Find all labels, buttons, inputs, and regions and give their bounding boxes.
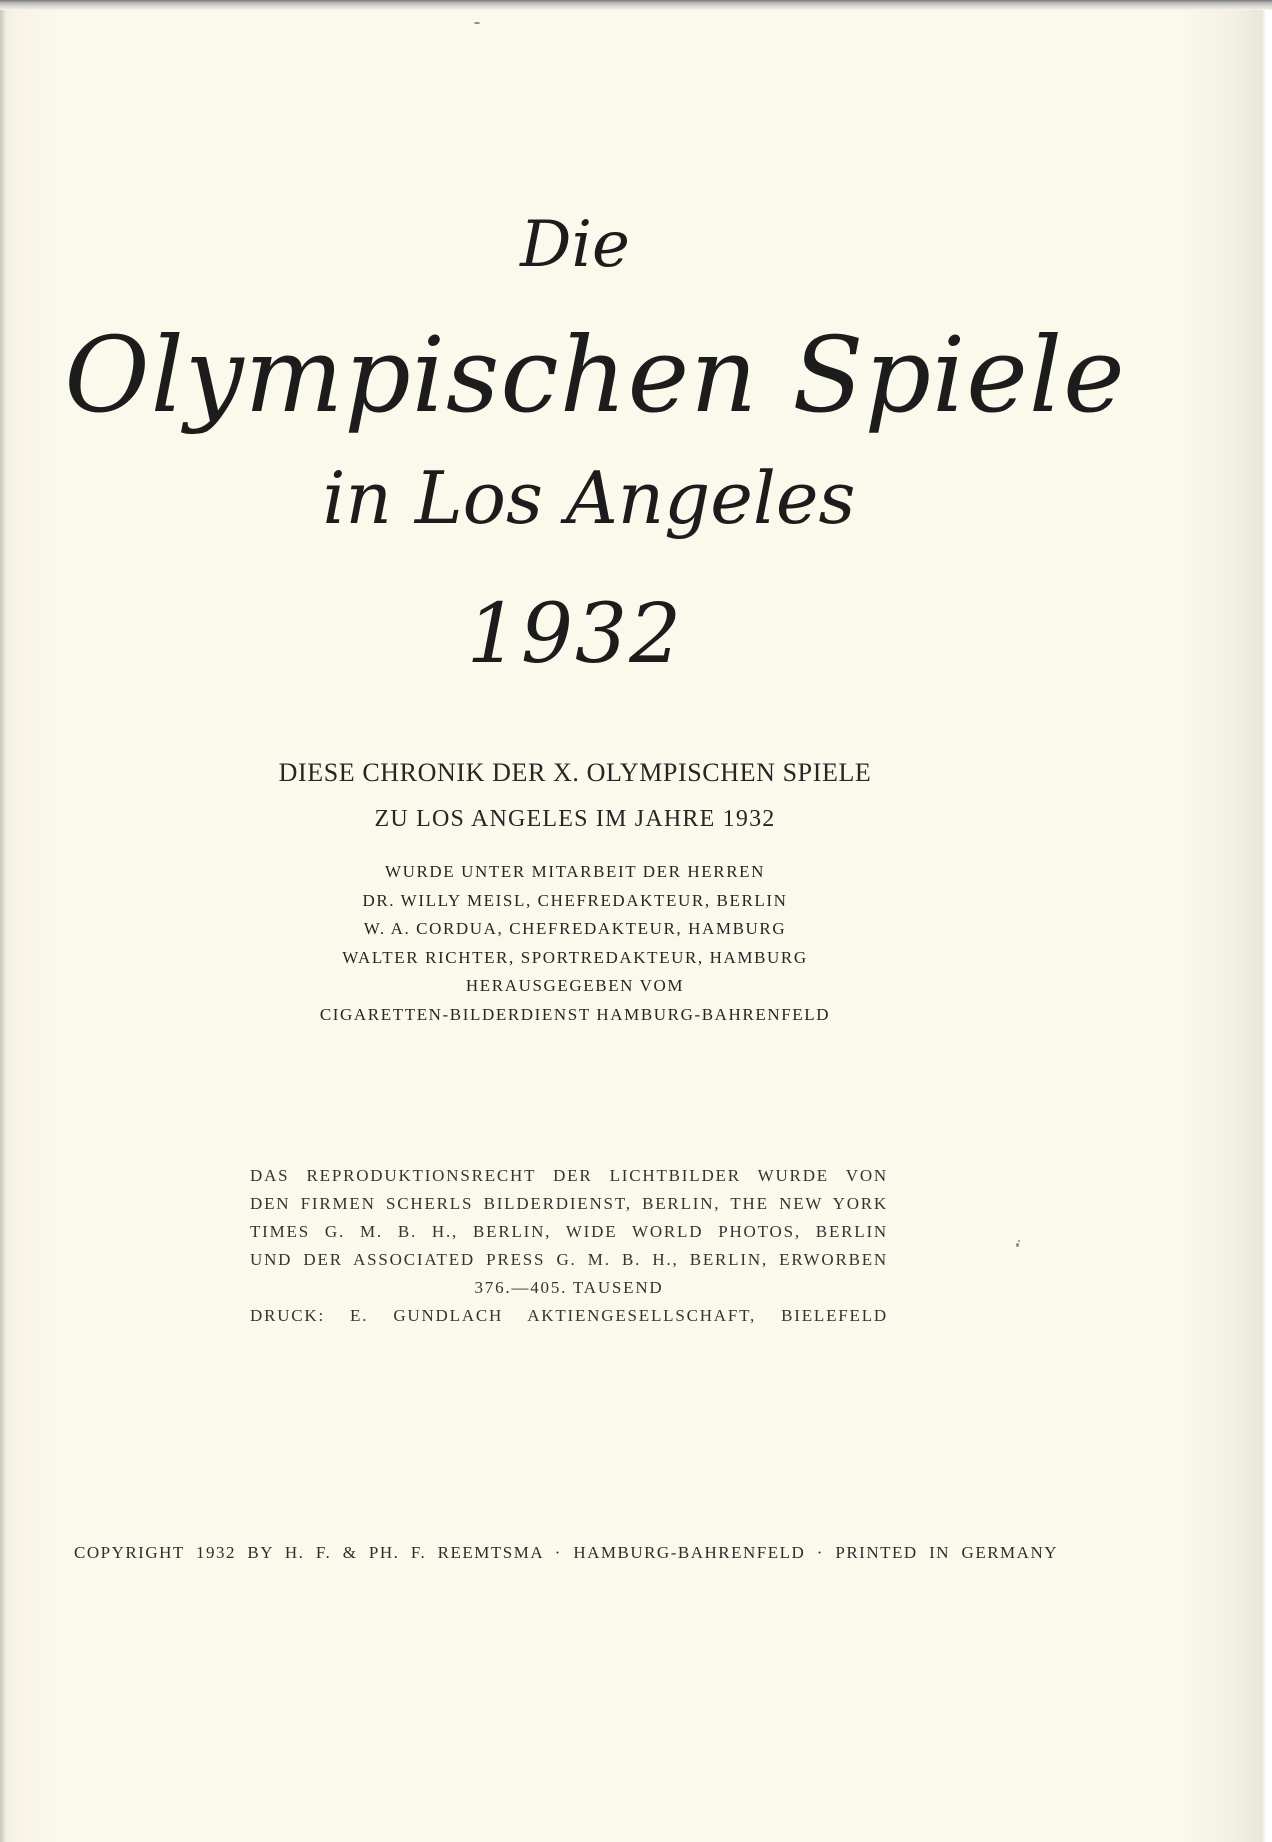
title-year: 1932 [466, 587, 684, 682]
credits-line: DR. WILLY MEISL, CHEFREDAKTEUR, BERLIN [362, 890, 788, 910]
paper-speck [1016, 1243, 1019, 1247]
paper-speck [474, 22, 480, 24]
credits-line: CIGARETTEN-BILDERDIENST HAMBURG-BAHRENFELD [319, 1004, 831, 1024]
title-in-los-angeles: in Los Angeles [322, 456, 856, 540]
reproduction-rights-block [250, 1162, 888, 1330]
chronik-line-1: DIESE CHRONIK DER X. OLYMPISCHEN SPIELE [278, 758, 872, 787]
reproduction-line: UND DER ASSOCIATED PRESS G. M. B. H., BERLIN, ERWORBEN [250, 1250, 888, 1269]
credits-line: W. A. CORDUA, CHEFREDAKTEUR, HAMBURG [363, 919, 787, 939]
credits-line: HERAUSGEGEBEN VOM [465, 976, 685, 996]
credits-block [0, 858, 1150, 1030]
chronik-line-2: ZU LOS ANGELES IM JAHRE 1932 [374, 806, 776, 832]
printer-line: DRUCK: E. GUNDLACH AKTIENGESELLSCHAFT, BIELEFELD [250, 1306, 888, 1325]
reproduction-line: TIMES G. M. B. H., BERLIN, WIDE WORLD PHOTOS, BERLIN [250, 1222, 888, 1241]
edition-line: 376.—405. TAUSEND [474, 1278, 664, 1297]
credits-line: WURDE UNTER MITARBEIT DER HERREN [384, 862, 766, 881]
credits-line: WALTER RICHTER, SPORTREDAKTEUR, HAMBURG [342, 947, 808, 967]
title-die: Die [520, 208, 630, 282]
reproduction-line: DAS REPRODUKTIONSRECHT DER LICHTBILDER WURDE VON [250, 1166, 888, 1185]
paper-speck [1018, 1240, 1020, 1242]
reproduction-line: DEN FIRMEN SCHERLS BILDERDIENST, BERLIN, THE NEW YORK [250, 1194, 888, 1213]
copyright-line: COPYRIGHT 1932 BY H. F. & PH. F. REEMTSMA · HAMBURG-BAHRENFELD · PRINTED IN GERMANY [74, 1543, 1058, 1562]
title-olympischen-spiele: Olympischen Spiele [64, 314, 1126, 436]
